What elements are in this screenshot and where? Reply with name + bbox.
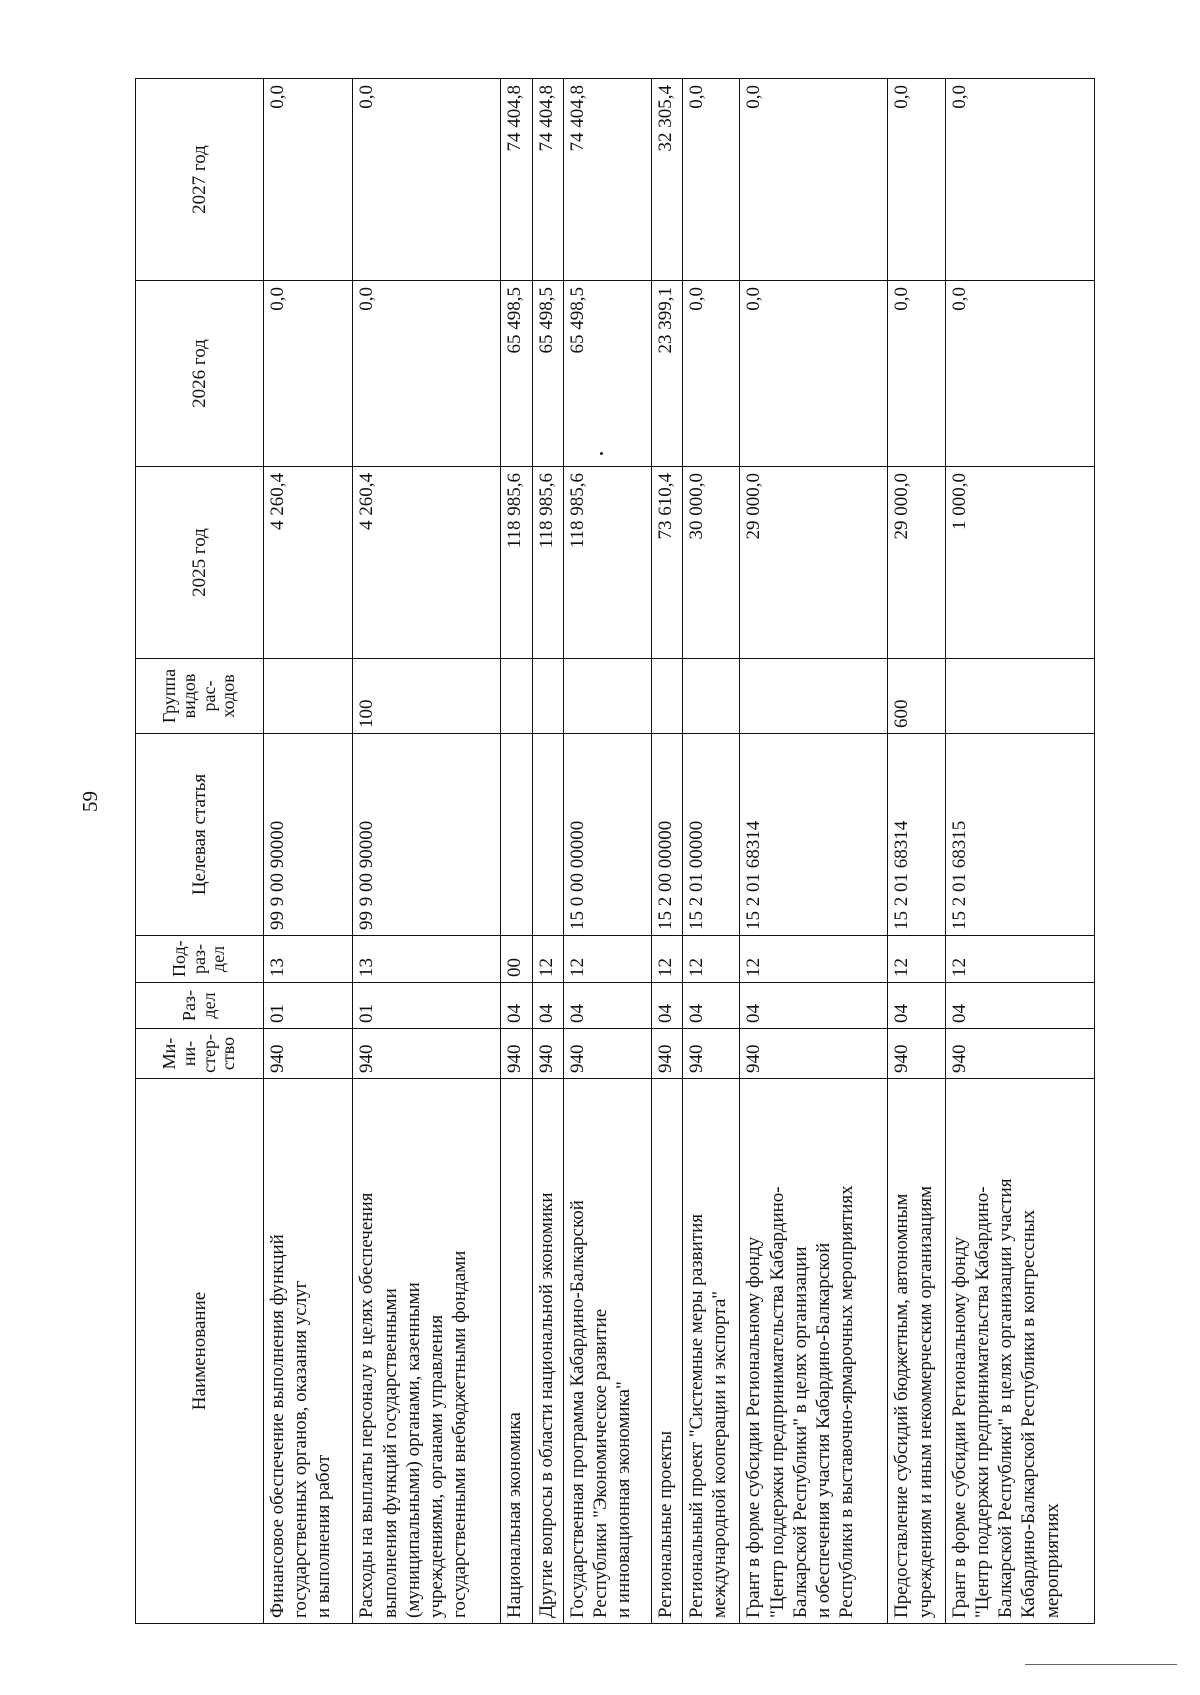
row-2026: 0,0 bbox=[945, 281, 1094, 467]
row-section: 04 bbox=[740, 983, 888, 1029]
row-target: 15 2 01 68314 bbox=[888, 734, 945, 936]
row-name: Государственная программа Кабардино-Балкарской Республики "Экономическое развитие и инновационная экономика" bbox=[563, 1079, 651, 1624]
header-2026: 2026 год bbox=[136, 281, 264, 467]
row-section: 04 bbox=[563, 983, 651, 1029]
row-name: Грант в форме субсидии Региональному фонду "Центр поддержки предпринимательства Кабардино- Балкарской Республики" в целях организации участия Кабардино-Балкарской Республики в конгрессных мероприятиях bbox=[945, 1079, 1094, 1624]
row-2025: 30 000,0 bbox=[683, 467, 740, 659]
header-ministry: Ми- ни- стер- ство bbox=[136, 1029, 264, 1079]
row-2027: 32 305,4 bbox=[651, 79, 682, 281]
row-2025: 29 000,0 bbox=[740, 467, 888, 659]
row-2027: 0,0 bbox=[264, 79, 353, 281]
row-2027: 0,0 bbox=[945, 79, 1094, 281]
row-2026: 23 399,1 bbox=[651, 281, 682, 467]
row-name: Национальная экономика bbox=[501, 1079, 532, 1624]
row-subsection: 12 bbox=[651, 936, 682, 983]
header-group: Группа видов рас- ходов bbox=[136, 659, 264, 734]
row-target: 15 2 01 00000 bbox=[683, 734, 740, 936]
row-ministry: 940 bbox=[532, 1029, 563, 1079]
row-section: 04 bbox=[532, 983, 563, 1029]
table-header-row bbox=[136, 79, 264, 1624]
row-subsection: 13 bbox=[264, 936, 353, 983]
row-ministry: 940 bbox=[945, 1029, 1094, 1079]
row-section: 04 bbox=[651, 983, 682, 1029]
row-2025: 118 985,6 bbox=[563, 467, 651, 659]
row-ministry: 940 bbox=[501, 1029, 532, 1079]
row-group bbox=[683, 659, 740, 734]
table-row bbox=[651, 79, 682, 1624]
row-2026: 0,0 bbox=[888, 281, 945, 467]
row-group bbox=[651, 659, 682, 734]
row-group: 600 bbox=[888, 659, 945, 734]
row-2027: 0,0 bbox=[888, 79, 945, 281]
row-target: 15 0 00 00000 bbox=[563, 734, 651, 936]
row-section: 04 bbox=[945, 983, 1094, 1029]
table-row bbox=[888, 79, 945, 1624]
row-2025: 118 985,6 bbox=[501, 467, 532, 659]
row-name: Расходы на выплаты персоналу в целях обеспечения выполнения функций государственными (муниципальными) органами, казенными учреждениями, органами управления государственными внебюджетными фондами bbox=[353, 1079, 501, 1624]
row-group bbox=[501, 659, 532, 734]
header-name: Наименование bbox=[136, 1079, 264, 1624]
page-number: 59 bbox=[78, 791, 102, 812]
row-section: 01 bbox=[353, 983, 501, 1029]
row-2026: 65 498,5 bbox=[563, 281, 651, 467]
table-row bbox=[683, 79, 740, 1624]
row-2027: 74 404,8 bbox=[532, 79, 563, 281]
header-section: Раз- дел bbox=[136, 983, 264, 1029]
row-2026: 65 498,5 bbox=[532, 281, 563, 467]
row-ministry: 940 bbox=[353, 1029, 501, 1079]
row-target: 99 9 00 90000 bbox=[264, 734, 353, 936]
row-target bbox=[501, 734, 532, 936]
row-2027: 74 404,8 bbox=[501, 79, 532, 281]
row-subsection: 00 bbox=[501, 936, 532, 983]
table-row bbox=[353, 79, 501, 1624]
row-subsection: 12 bbox=[532, 936, 563, 983]
row-2026: 65 498,5 bbox=[501, 281, 532, 467]
table-row bbox=[264, 79, 353, 1624]
row-name: Предоставление субсидий бюджетным, автономным учреждениям и иным некоммерческим организациям bbox=[888, 1079, 945, 1624]
row-name: Другие вопросы в области национальной экономики bbox=[532, 1079, 563, 1624]
table-row bbox=[740, 79, 888, 1624]
row-2026: 0,0 bbox=[353, 281, 501, 467]
row-section: 01 bbox=[264, 983, 353, 1029]
row-subsection: 12 bbox=[563, 936, 651, 983]
row-2025: 73 610,4 bbox=[651, 467, 682, 659]
row-target: 15 2 01 68314 bbox=[740, 734, 888, 936]
row-ministry: 940 bbox=[683, 1029, 740, 1079]
row-2026: 0,0 bbox=[740, 281, 888, 467]
row-group bbox=[563, 659, 651, 734]
row-target: 99 9 00 90000 bbox=[353, 734, 501, 936]
header-target: Целевая статья bbox=[136, 734, 264, 936]
row-2025: 1 000,0 bbox=[945, 467, 1094, 659]
row-subsection: 12 bbox=[888, 936, 945, 983]
header-2027: 2027 год bbox=[136, 79, 264, 281]
row-target: 15 2 00 00000 bbox=[651, 734, 682, 936]
row-subsection: 12 bbox=[945, 936, 1094, 983]
row-name: Грант в форме субсидии Региональному фонду "Центр поддержки предпринимательства Кабардино- Балкарской Республики" в целях организации и обеспечения участия Кабардино-Балкарской Республики в выставочно-ярмарочных мероприятиях bbox=[740, 1079, 888, 1624]
row-2027: 0,0 bbox=[353, 79, 501, 281]
row-2025: 29 000,0 bbox=[888, 467, 945, 659]
row-ministry: 940 bbox=[651, 1029, 682, 1079]
row-2025: 4 260,4 bbox=[264, 467, 353, 659]
row-subsection: 12 bbox=[740, 936, 888, 983]
row-subsection: 12 bbox=[683, 936, 740, 983]
row-group bbox=[945, 659, 1094, 734]
row-ministry: 940 bbox=[563, 1029, 651, 1079]
budget-table-rotated bbox=[135, 79, 1095, 1624]
header-2025: 2025 год bbox=[136, 467, 264, 659]
row-name: Финансовое обеспечение выполнения функций государственных органов, оказания услуг и выполнения работ bbox=[264, 1079, 353, 1624]
row-2026: 0,0 bbox=[683, 281, 740, 467]
row-2027: 0,0 bbox=[740, 79, 888, 281]
header-subsection: Под- раз- дел bbox=[136, 936, 264, 983]
row-ministry: 940 bbox=[264, 1029, 353, 1079]
row-group bbox=[532, 659, 563, 734]
row-name: Региональный проект "Системные меры развития международной кооперации и экспорта" bbox=[683, 1079, 740, 1624]
table-row bbox=[501, 79, 532, 1624]
row-name: Региональные проекты bbox=[651, 1079, 682, 1624]
row-2025: 4 260,4 bbox=[353, 467, 501, 659]
row-section: 04 bbox=[888, 983, 945, 1029]
row-section: 04 bbox=[683, 983, 740, 1029]
row-2027: 0,0 bbox=[683, 79, 740, 281]
row-section: 04 bbox=[501, 983, 532, 1029]
budget-table bbox=[135, 78, 1095, 1624]
row-target: 15 2 01 68315 bbox=[945, 734, 1094, 936]
table-row bbox=[945, 79, 1094, 1624]
row-2027: 74 404,8 bbox=[563, 79, 651, 281]
row-subsection: 13 bbox=[353, 936, 501, 983]
row-2026: 0,0 bbox=[264, 281, 353, 467]
scan-artifact-line bbox=[1025, 1664, 1177, 1665]
table-row bbox=[532, 79, 563, 1624]
row-target bbox=[532, 734, 563, 936]
row-group: 100 bbox=[353, 659, 501, 734]
table-row bbox=[563, 79, 651, 1624]
row-ministry: 940 bbox=[888, 1029, 945, 1079]
row-ministry: 940 bbox=[740, 1029, 888, 1079]
row-group bbox=[740, 659, 888, 734]
row-2025: 118 985,6 bbox=[532, 467, 563, 659]
row-group bbox=[264, 659, 353, 734]
